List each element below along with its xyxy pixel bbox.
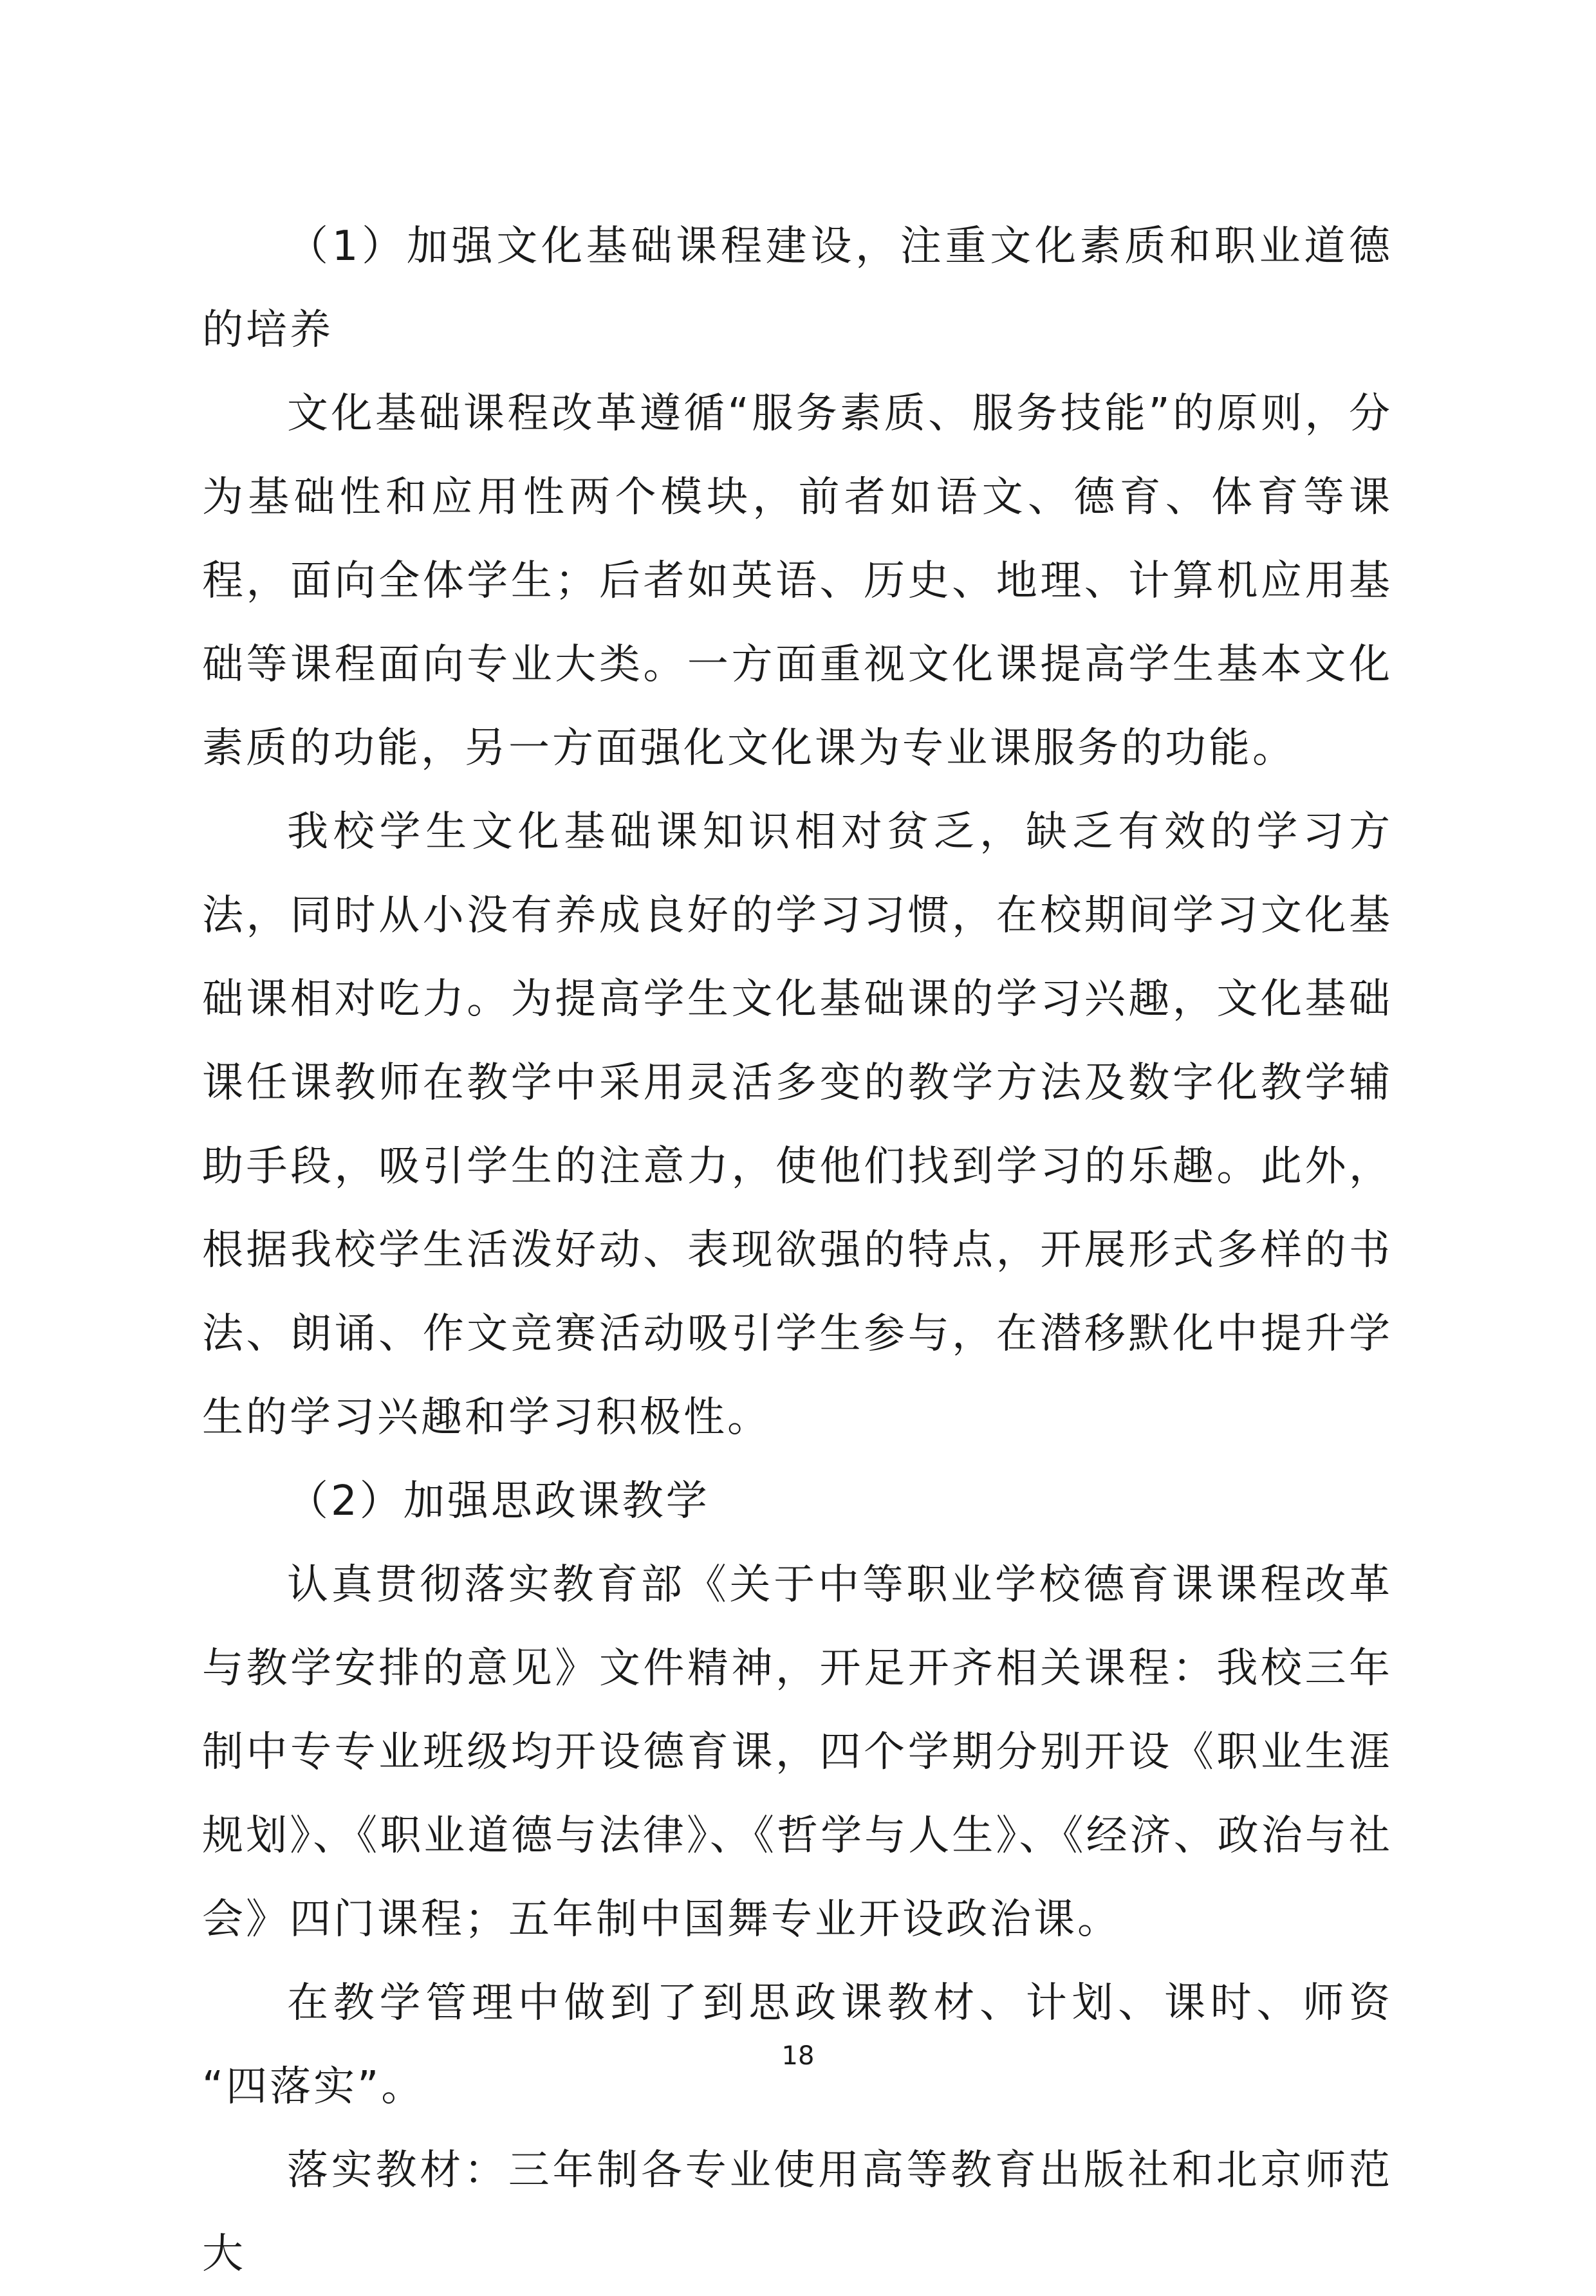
section-heading-1: （1）加强文化基础课程建设，注重文化素质和职业道德的培养 [202, 223, 1393, 354]
section-heading-2: （2）加强思政课教学 [287, 1477, 710, 1525]
paragraph-curriculum-reform: 文化基础课程改革遵循“服务素质、服务技能”的原则，分为基础性和应用性两个模块，前者如语文、德育、体育等课程，面向全体学生；后者如英语、历史、地理、计算机应用基础等课程面向专业大类。一方面重视文化课提高学生基本文化素质的功能，另一方面强化文化课为专业课服务的功能。 [202, 390, 1393, 772]
paragraph-moral-education: 认真贯彻落实教育部《关于中等职业学校德育课课程改革与教学安排的意见》文件精神，开足开齐相关课程：我校三年制中专专业班级均开设德育课，四个学期分别开设《职业生涯规划》、《职业道德与法律》、《哲学与人生》、《经济、政治与社会》四门课程；五年制中国舞专业开设政治课。 [202, 1561, 1393, 1943]
paragraph-textbooks: 落实教材：三年制各专业使用高等教育出版社和北京师范大 [202, 2147, 1393, 2278]
page-number: 18 [781, 2041, 815, 2071]
paragraph-student-interest: 我校学生文化基础课知识相对贫乏，缺乏有效的学习方法，同时从小没有养成良好的学习习惯，在校期间学习文化基础课相对吃力。为提高学生文化基础课的学习兴趣，文化基础课任课教师在教学中采用灵活多变的教学方法及数字化教学辅助手段，吸引学生的注意力，使他们找到学习的乐趣。此外，根据我校学生活泼好动、表现欲强的特点，开展形式多样的书法、朗诵、作文竞赛活动吸引学生参与，在潜移默化中提升学生的学习兴趣和学习积极性。 [202, 808, 1393, 1441]
paragraph-four-implementations: 在教学管理中做到了到思政课教材、计划、课时、师资 “四落实”。 [202, 1979, 1393, 2111]
document-body [202, 205, 1393, 2296]
